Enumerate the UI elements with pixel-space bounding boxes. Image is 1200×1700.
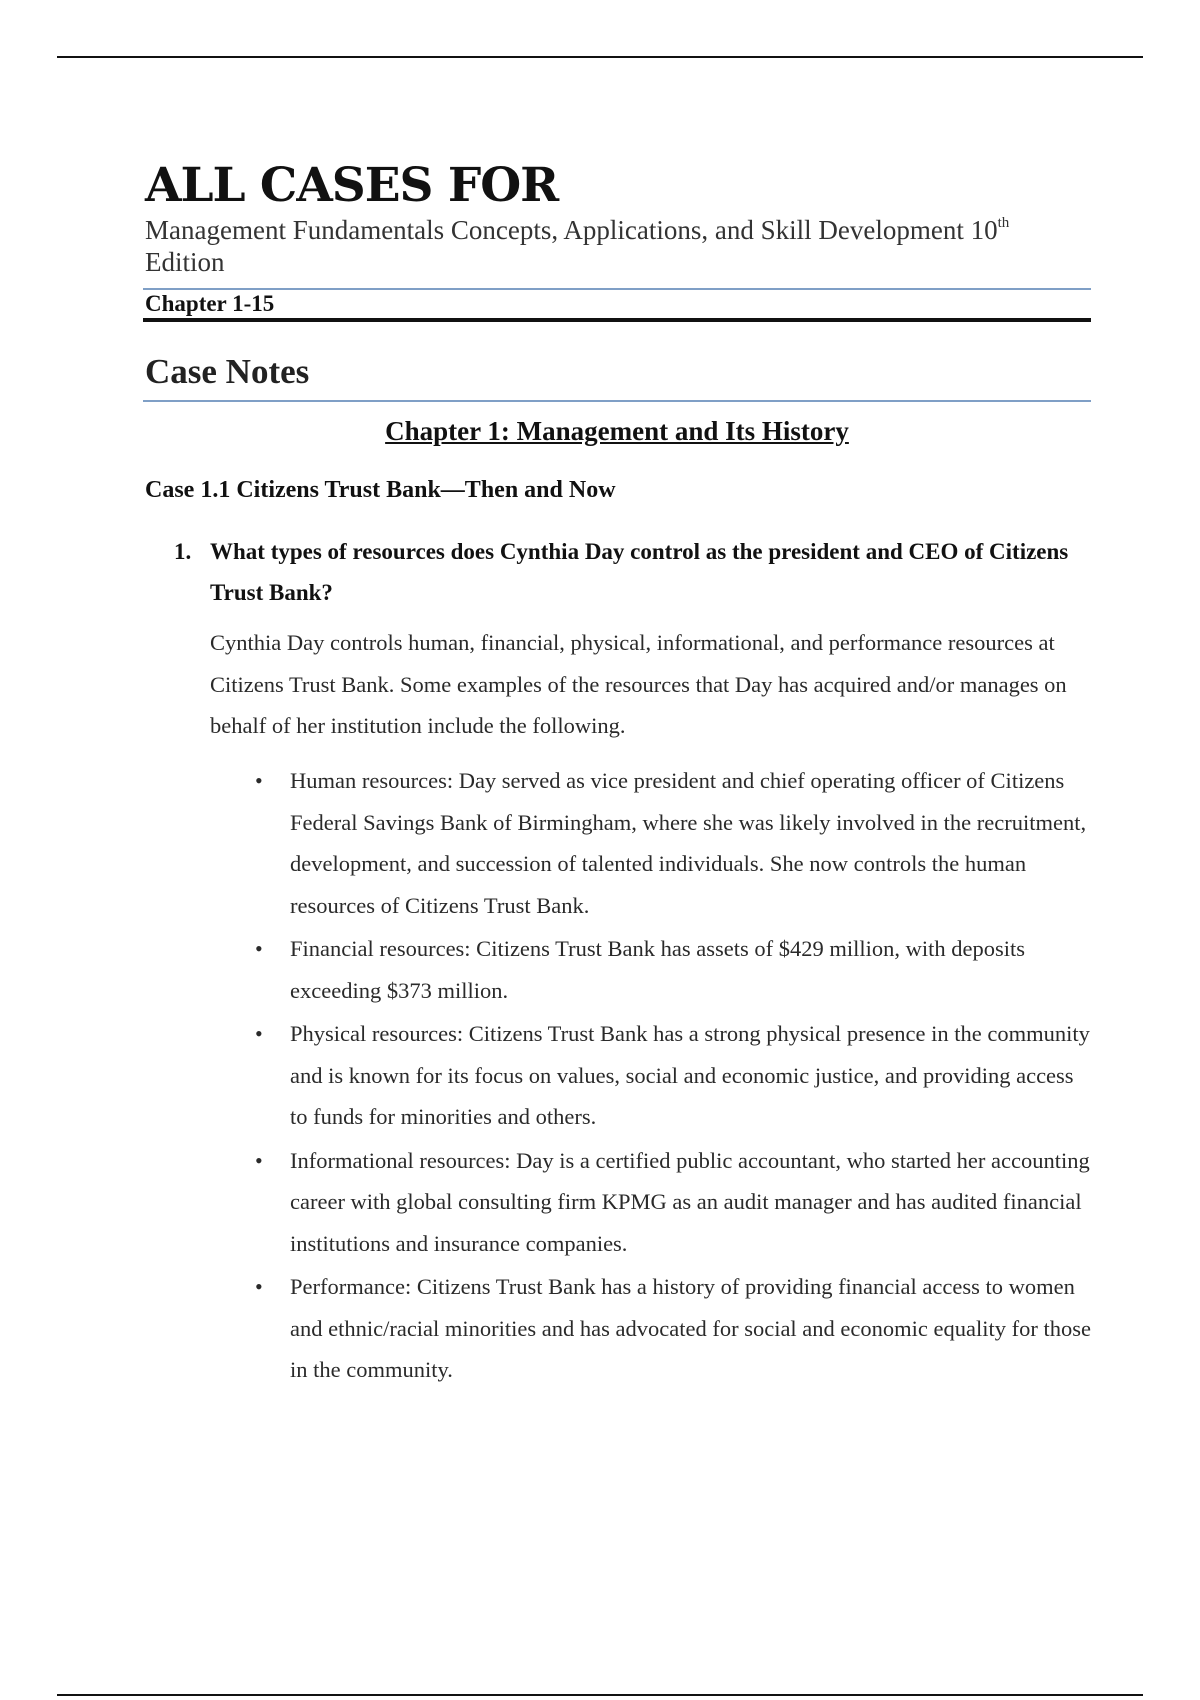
bullet-icon: •	[255, 1274, 263, 1299]
answer-intro: Cynthia Day controls human, financial, physical, informational, and performance resources at Citizens Trust Bank. Some examples of the resources that Day has acquired and/or manages on behalf of her institution include the following.	[210, 630, 1067, 738]
chapter-heading: Chapter 1: Management and Its History	[385, 416, 849, 446]
bullet-item-financial-resources	[255, 928, 1095, 1011]
section-divider-blue	[143, 400, 1091, 402]
document-title: ALL CASES FOR	[145, 158, 559, 213]
case-heading: Case 1.1 Citizens Trust Bank—Then and Now	[145, 477, 616, 503]
bullet-item-performance	[255, 1266, 1095, 1391]
question-text: What types of resources does Cynthia Day control as the president and CEO of Citizens Trust Bank?	[210, 539, 1069, 605]
top-page-rule	[57, 56, 1143, 58]
question-item	[174, 531, 1074, 613]
question-number: 1.	[174, 539, 192, 564]
section-title: Case Notes	[145, 352, 310, 391]
bullet-text: Human resources: Day served as vice president and chief operating officer of Citizens Federal Savings Bank of Birmingham, where she was likely involved in the recruitment, development, and succession of talented individuals. She now controls the human resources of Citizens Trust Bank.	[290, 768, 1087, 918]
resource-bullet-list	[255, 760, 1095, 1393]
bullet-text: Informational resources: Day is a certified public accountant, who started her accounting career with global consulting firm KPMG as an audit manager and has audited financial institutions and insurance companies.	[290, 1147, 1090, 1256]
bullet-icon: •	[255, 768, 263, 793]
bullet-text: Financial resources: Citizens Trust Bank has assets of $429 million, with deposits exceeding $373 million.	[290, 936, 1025, 1003]
bullet-icon: •	[255, 1147, 263, 1173]
bullet-item-physical-resources	[255, 1013, 1095, 1138]
header-divider-blue	[143, 288, 1091, 290]
book-title-main: Management Fundamentals Concepts, Applications, and Skill Development 10	[145, 215, 998, 245]
book-title-superscript: th	[997, 215, 1010, 231]
chapter-range: Chapter 1-15	[145, 291, 275, 316]
bullet-text: Performance: Citizens Trust Bank has a history of providing financial access to women and ethnic/racial minorities and has advocated for social and economic equality for those in the community.	[290, 1274, 1091, 1382]
header-divider-black	[143, 318, 1091, 322]
bullet-icon: •	[255, 1021, 263, 1046]
bullet-text: Physical resources: Citizens Trust Bank has a strong physical presence in the community and is known for its focus on values, social and economic justice, and providing access to funds for minorities and others.	[290, 1021, 1090, 1129]
book-title	[145, 214, 1095, 278]
bullet-item-informational-resources	[255, 1140, 1095, 1265]
book-title-edition: Edition	[145, 247, 225, 277]
bullet-icon: •	[255, 936, 263, 961]
bottom-page-rule	[57, 1694, 1143, 1696]
bullet-item-human-resources	[255, 760, 1095, 926]
